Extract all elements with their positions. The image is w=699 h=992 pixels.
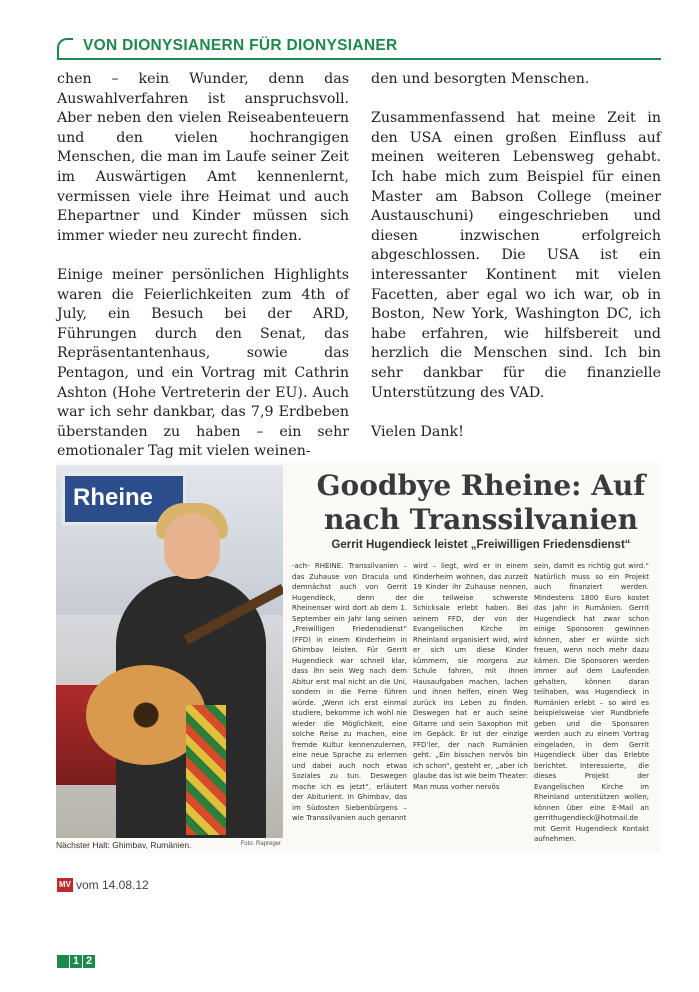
headline-line-1: Goodbye Rheine: Auf bbox=[316, 469, 646, 502]
clipping-column-3 bbox=[534, 561, 649, 845]
article-column-right bbox=[371, 70, 661, 462]
photo-face bbox=[164, 513, 220, 579]
clipping-photo bbox=[56, 465, 283, 838]
header-tab-decoration bbox=[57, 38, 73, 60]
article-paragraph: Zusammenfassend hat meine Zeit in den USA einen großen Einfluss auf meinen weiteren Lebensweg gehabt. Ich habe mich zum Beispiel für einen Master am Babson College (meiner Austauschuni) eingeschrieben und diesen inzwischen erfolgreich abgeschlossen. Die USA ist ein interessanter Kontinent mit vielen Facetten, aber egal wo ich war, ob in Boston, New York, Washington DC, ich habe erfahren, wie hilfsbereit und herzlich die Menschen sind. Ich bin sehr dankbar für die finanzielle Unterstützung des VAD. bbox=[371, 110, 661, 401]
header-title: VON DIONYSIANERN FÜR DIONYSIANER bbox=[83, 37, 398, 54]
page-number-digit-2: 2 bbox=[83, 955, 95, 968]
clipping-subheadline: Gerrit Hugendieck leistet „Freiwilligen Friedensdienst“ bbox=[331, 539, 631, 551]
headline-line-2: nach Transsilvanien bbox=[323, 503, 639, 536]
photo-guitar-strap bbox=[186, 705, 226, 835]
photo-caption bbox=[56, 840, 283, 850]
clipping-headline bbox=[306, 469, 656, 537]
article-paragraph: chen – kein Wunder, denn das Auswahlverfahren ist anspruchsvoll. Aber neben den vielen Reiseabenteuern und den vielen hochrangigen Menschen, die man im Laufe seiner Zeit im Auswärtigen Amt kennenlernt, vermissen viele ihre Heimat und auch Ehepartner und Kinder müssen sich immer wieder neu zurecht finden. bbox=[57, 71, 349, 244]
clipping-column-text: sein, damit es richtig gut wird.“ Natürlich muss so ein Projekt auch finanziert werden. Mindestens 1800 Euro kostet das Jahr in Rumänien. Gerrit Hugendieck hat zwar schon einige Sponsoren gewinnen können, aber er würde sich freuen, wenn noch mehr dazu kämen. Die Sponsoren werden immer auf dem Laufenden gehalten, können daran teilhaben, was Hugendieck in Rumänien erlebt – so wird es beispielsweise vier Rundbriefe geben und die Sponsoren werden auch zu einem Vortrag eingeladen, in dem Gerrit Hugendieck über das Erlebte berichtet. Interessierte, die dieses Projekt der Evangelischen Kirche im Rheinland unterstützen wollen, können über eine E-Mail an gerrithugendieck@hotmail.de mit Gerrit Hugendieck Kontakt aufnehmen. bbox=[534, 562, 649, 843]
article-paragraph: Einige meiner persönlichen Highlights waren die Feierlichkeiten zum 4th of July, ein Besuch bei der ARD, Führungen durch den Senat, das Repräsentantenhaus, sowie das Pentagon, und ein Vortrag mit Cathrin Ashton (Hohe Vertreterin der EU). Auch war ich sehr dankbar, das 7,9 Erdbeben überstanden zu haben – ein sehr emotionaler Tag mit vielen weinen- bbox=[57, 266, 349, 460]
page-header bbox=[57, 36, 661, 60]
clipping-column-2 bbox=[413, 561, 528, 792]
article-paragraph: den und besorgten Menschen. bbox=[371, 71, 590, 87]
source-date: vom 14.08.12 bbox=[76, 877, 149, 892]
article-paragraph: Vielen Dank! bbox=[371, 423, 464, 440]
article-column-left bbox=[57, 70, 349, 481]
station-sign-text: Rheine bbox=[73, 484, 154, 511]
page-number-square bbox=[57, 955, 69, 968]
clipping-column-text: wird – liegt, wird er in einem Kinderheim wohnen, das zurzeit 19 Kinder ihr Zuhause nennen, die teilweise schwerste Schicksale erlebt haben. Bei seinem FFD, der von der Evangelischen Kirche im Rheinland organisiert wird, wird er sich um diese Kinder kümmern, sie morgens zur Schule fahren, mit ihnen Hausaufgaben machen, lachen und ihnen helfen, einen Weg zurück ins Leben zu finden. Deswegen hat er auch seine Gitarre und sein Saxophon mit im Gepäck. Er ist der einzige FFD’ler, der nach Rumänien geht. „Ein bisschen nervös bin ich schon“, gesteht er, „aber ich glaube das ist wie beim Theater: Man muss vorher nervös bbox=[413, 562, 528, 791]
newspaper-clipping bbox=[56, 463, 661, 853]
page-number bbox=[57, 955, 95, 968]
newspaper-logo: MV bbox=[57, 878, 73, 892]
caption-text: Nächster Halt: Ghimbav, Rumänien. bbox=[56, 840, 192, 850]
header-rule bbox=[57, 58, 661, 60]
clipping-column-1 bbox=[292, 561, 407, 824]
photo-credit: Foto: Rapreger bbox=[240, 841, 281, 847]
source-line bbox=[57, 877, 149, 893]
page-number-digit-1: 1 bbox=[70, 955, 82, 968]
clipping-column-text: -ach- RHEINE. Transsilvanien – das Zuhause von Dracula und demnächst auch von Gerrit Hugendieck, denn der Rheinenser wird dort ab dem 1. September ein Jahr lang seinen „Freiwilligen Friedensdienst“ (FFD) in einem Kinderheim in Ghimbav leisten. Für Gerrit Hugendieck war schnell klar, dass ihn sein Weg nach dem Abitur erst mal nicht an die Uni, sondern in die Ferne führen würde. „Wenn ich erst einmal studiere, bekomme ich wohl nie wieder die Möglichkeit, eine solche Reise zu machen, eine fremde Kultur kennenzulernen, eine neue Sprache zu erlernen und dabei auch noch etwas Soziales zu tun. Deswegen mache ich es jetzt“, erläutert der Abiturient. In Ghimbav, das im Südosten Siebenbürgens – wie Transsilvanien auch genannt bbox=[292, 562, 407, 822]
